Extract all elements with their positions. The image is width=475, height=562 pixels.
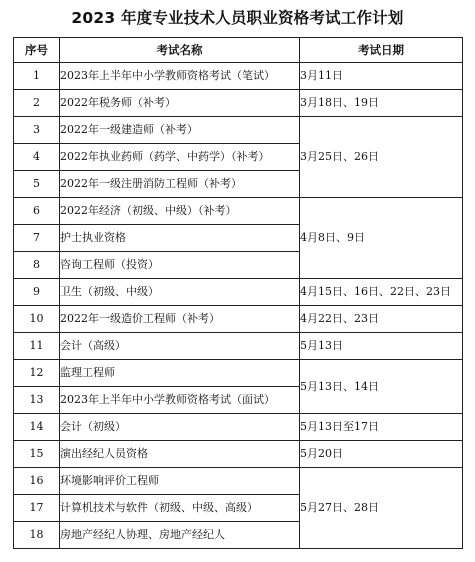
row-number: 1 — [14, 63, 60, 90]
exam-date: 5月27日、28日 — [300, 468, 463, 549]
row-number: 13 — [14, 387, 60, 414]
table-row — [14, 414, 463, 441]
exam-date: 5月20日 — [300, 441, 463, 468]
exam-name: 护士执业资格 — [60, 225, 300, 252]
exam-name: 2022年执业药师（药学、中药学）（补考） — [60, 144, 300, 171]
row-number: 7 — [14, 225, 60, 252]
exam-date: 5月13日 — [300, 333, 463, 360]
exam-name: 演出经纪人员资格 — [60, 441, 300, 468]
exam-name: 2022年一级建造师（补考） — [60, 117, 300, 144]
exam-name: 咨询工程师（投资） — [60, 252, 300, 279]
exam-date: 4月22日、23日 — [300, 306, 463, 333]
exam-date: 4月15日、16日、22日、23日 — [300, 279, 463, 306]
table-row — [14, 90, 463, 117]
exam-date: 3月18日、19日 — [300, 90, 463, 117]
exam-name: 环境影响评价工程师 — [60, 468, 300, 495]
row-number: 2 — [14, 90, 60, 117]
row-number: 3 — [14, 117, 60, 144]
table-row — [14, 360, 463, 387]
exam-name: 计算机技术与软件（初级、中级、高级） — [60, 495, 300, 522]
table-row — [14, 63, 463, 90]
table-header-row — [14, 38, 463, 63]
exam-date: 3月25日、26日 — [300, 117, 463, 198]
exam-name: 2022年一级注册消防工程师（补考） — [60, 171, 300, 198]
table-row — [14, 441, 463, 468]
page-title: 2023 年度专业技术人员职业资格考试工作计划 — [71, 9, 404, 27]
exam-name: 会计（初级） — [60, 414, 300, 441]
row-number: 4 — [14, 144, 60, 171]
table-row — [14, 117, 463, 144]
exam-name: 卫生（初级、中级） — [60, 279, 300, 306]
row-number: 9 — [14, 279, 60, 306]
exam-name: 房地产经纪人协理、房地产经纪人 — [60, 522, 300, 549]
row-number: 18 — [14, 522, 60, 549]
header-exam-date: 考试日期 — [300, 38, 463, 63]
exam-name: 2023年上半年中小学教师资格考试（笔试） — [60, 63, 300, 90]
header-exam-name: 考试名称 — [60, 38, 300, 63]
table-row — [14, 198, 463, 225]
exam-name: 2023年上半年中小学教师资格考试（面试） — [60, 387, 300, 414]
table-row — [14, 306, 463, 333]
header-no: 序号 — [14, 38, 60, 63]
exam-name: 2022年税务师（补考） — [60, 90, 300, 117]
row-number: 16 — [14, 468, 60, 495]
exam-date: 3月11日 — [300, 63, 463, 90]
exam-date: 4月8日、9日 — [300, 198, 463, 279]
exam-schedule-table — [13, 37, 463, 549]
table-row — [14, 468, 463, 495]
row-number: 12 — [14, 360, 60, 387]
exam-name: 会计（高级） — [60, 333, 300, 360]
exam-name: 监理工程师 — [60, 360, 300, 387]
row-number: 15 — [14, 441, 60, 468]
row-number: 17 — [14, 495, 60, 522]
row-number: 14 — [14, 414, 60, 441]
exam-date: 5月13日至17日 — [300, 414, 463, 441]
row-number: 8 — [14, 252, 60, 279]
row-number: 6 — [14, 198, 60, 225]
exam-name: 2022年一级造价工程师（补考） — [60, 306, 300, 333]
exam-date: 5月13日、14日 — [300, 360, 463, 414]
row-number: 5 — [14, 171, 60, 198]
row-number: 10 — [14, 306, 60, 333]
exam-name: 2022年经济（初级、中级）（补考） — [60, 198, 300, 225]
table-row — [14, 279, 463, 306]
row-number: 11 — [14, 333, 60, 360]
table-row — [14, 333, 463, 360]
